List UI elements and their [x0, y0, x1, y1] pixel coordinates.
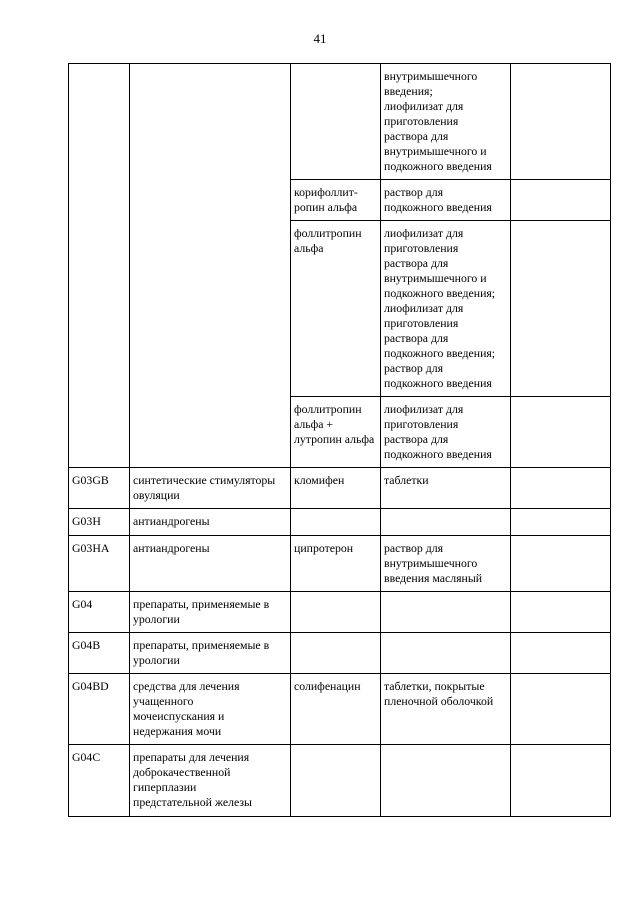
group-cell: синтетические стимуляторы овуляции	[130, 468, 291, 509]
note-cell	[511, 180, 611, 221]
dosage-form-cell	[381, 745, 511, 817]
drug-cell	[291, 509, 381, 536]
table-row	[69, 509, 611, 536]
drug-cell: ципротерон	[291, 536, 381, 592]
dosage-form-cell: внутримышечного введения; лиофилизат для приготовления раствора для внутримышечного и подкожного введения	[381, 64, 511, 180]
note-cell	[511, 536, 611, 592]
table-row	[69, 745, 611, 817]
drug-cell	[291, 745, 381, 817]
dosage-form-cell: таблетки	[381, 468, 511, 509]
group-cell: препараты, применяемые в урологии	[130, 633, 291, 674]
page-number: 41	[313, 31, 327, 46]
drug-cell: корифоллит- ропин альфа	[291, 180, 381, 221]
table-row	[69, 468, 611, 509]
note-cell	[511, 509, 611, 536]
dosage-form-cell	[381, 592, 511, 633]
atc-code-cell: G03GB	[69, 468, 130, 509]
group-cell: антиандрогены	[130, 509, 291, 536]
medication-table	[68, 63, 611, 817]
atc-code-cell: G04BD	[69, 674, 130, 745]
dosage-form-cell: таблетки, покрытые пленочной оболочкой	[381, 674, 511, 745]
atc-code-cell: G04C	[69, 745, 130, 817]
group-cell: средства для лечения учащенного мочеиспускания и недержания мочи	[130, 674, 291, 745]
drug-cell	[291, 64, 381, 180]
group-cell	[130, 64, 291, 468]
atc-code-cell: G04B	[69, 633, 130, 674]
group-cell: антиандрогены	[130, 536, 291, 592]
drug-cell: кломифен	[291, 468, 381, 509]
drug-cell	[291, 633, 381, 674]
note-cell	[511, 745, 611, 817]
table-row	[69, 592, 611, 633]
drug-cell	[291, 592, 381, 633]
dosage-form-cell	[381, 509, 511, 536]
note-cell	[511, 397, 611, 468]
dosage-form-cell: раствор для внутримышечного введения масляный	[381, 536, 511, 592]
dosage-form-cell: раствор для подкожного введения	[381, 180, 511, 221]
note-cell	[511, 592, 611, 633]
note-cell	[511, 221, 611, 397]
atc-code-cell: G03H	[69, 509, 130, 536]
note-cell	[511, 64, 611, 180]
atc-code-cell	[69, 64, 130, 468]
table-row	[69, 633, 611, 674]
dosage-form-cell	[381, 633, 511, 674]
note-cell	[511, 468, 611, 509]
drug-cell: фоллитропин альфа	[291, 221, 381, 397]
table-row	[69, 536, 611, 592]
group-cell: препараты, применяемые в урологии	[130, 592, 291, 633]
note-cell	[511, 633, 611, 674]
dosage-form-cell: лиофилизат для приготовления раствора для подкожного введения	[381, 397, 511, 468]
note-cell	[511, 674, 611, 745]
table-row	[69, 64, 611, 180]
atc-code-cell: G03HA	[69, 536, 130, 592]
table-row	[69, 674, 611, 745]
group-cell: препараты для лечения доброкачественной гиперплазии предстательной железы	[130, 745, 291, 817]
drug-cell: солифенацин	[291, 674, 381, 745]
drug-cell: фоллитропин альфа + лутропин альфа	[291, 397, 381, 468]
atc-code-cell: G04	[69, 592, 130, 633]
dosage-form-cell: лиофилизат для приготовления раствора для внутримышечного и подкожного введения; лиофилизат для приготовления раствора для подкожного введения; раствор для подкожного введения	[381, 221, 511, 397]
